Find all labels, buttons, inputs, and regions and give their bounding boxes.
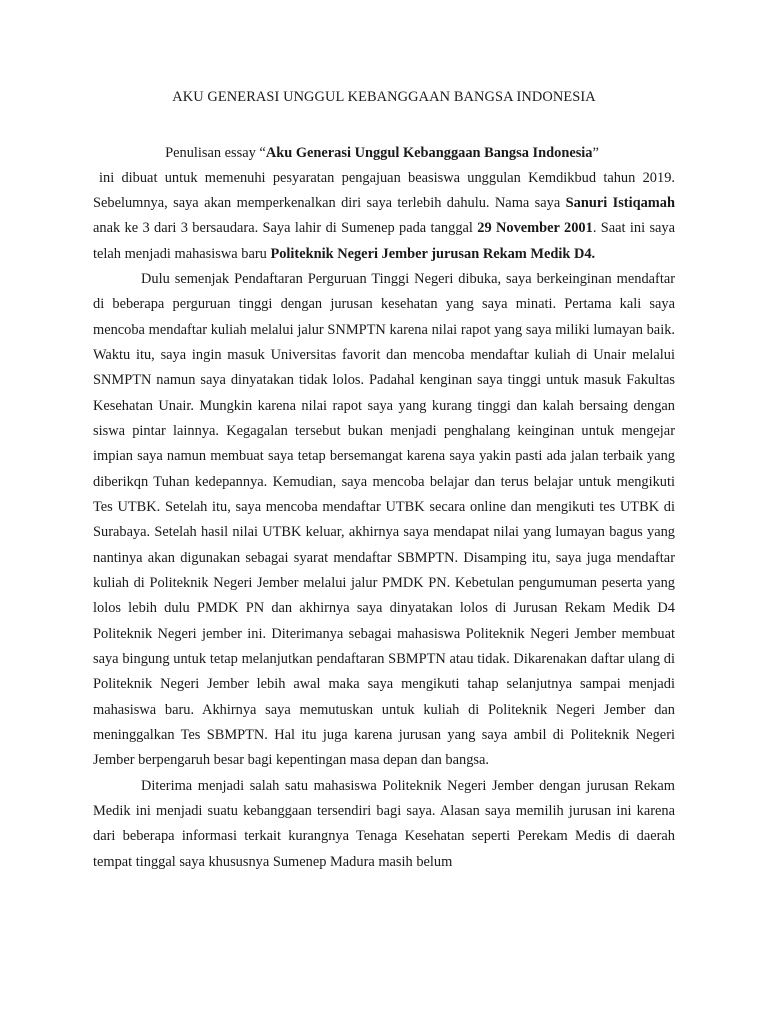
paragraph-history: Dulu semenjak Pendaftaran Perguruan Tinggi Negeri dibuka, saya berkeinginan mendaftar di beberapa perguruan tinggi dengan jurusan kesehatan yang saya minati. Pertama kali saya mencoba mendaftar kuliah melalui jalur SNMPTN karena nilai rapot yang saya miliki lumayan baik. Waktu itu, saya ingin masuk Universitas favorit dan mencoba mendaftar kuliah di Unair melalui SNMPTN namun saya dinyatakan tidak lolos. Padahal kenginan saya tinggi untuk masuk Fakultas Kesehatan Unair. Mungkin karena nilai rapot saya yang kurang tinggi dan kalah bersaing dengan siswa pintar lainnya. Kegagalan tersebut bukan menjadi penghalang keinginan untuk mengejar impian saya namun membuat saya tetap bersemangat karena saya yakin pasti ada jalan terbaik yang diberikqn Tuhan kedepannya. Kemudian, saya mencoba belajar dan terus belajar untuk mengikuti Tes UTBK. Setelah itu, saya mencoba mendaftar UTBK secara online dan mengikuti tes UTBK di Surabaya. Setelah hasil nilai UTBK keluar, akhirnya saya mendapat nilai yang lumayan bagus yang nantinya akan digunakan sebagai syarat mendaftar SBMPTN. Disamping itu, saya juga mendaftar kuliah di Politeknik Negeri Jember melalui jalur PMDK PN. Kebetulan pengumuman peserta yang lolos lebih dulu PMDK PN dan akhirnya saya dinyatakan lolos di Jurusan Rekam Medik D4 Politeknik Negeri jember ini. Diterimanya sebagai mahasiswa Politeknik Negeri Jember membuat saya bingung untuk tetap melanjutkan pendaftaran SBMPTN atau tidak. Dikarenakan daftar ulang di Politeknik Negeri Jember lebih awal maka saya mengikuti tahap selanjutnya sampai menjadi mahasiswa baru. Akhirnya saya memutuskan untuk kuliah di Politeknik Negeri Jember dan meninggalkan Tes SBMPTN. Hal itu juga karena jurusan yang saya ambil di Politeknik Negeri Jember berpengaruh besar bagi kepentingan masa depan dan bangsa. <box>93 270 675 769</box>
intro-prefix: Penulisan essay “ <box>165 145 266 161</box>
birth-date: 29 November 2001 <box>477 220 593 237</box>
paragraph-intro <box>93 166 675 267</box>
para1-text-2: anak ke 3 dari 3 bersaudara. Saya lahir di Sumenep pada tanggal <box>93 220 478 237</box>
author-name: Sanuri Istiqamah <box>565 194 675 211</box>
para1-text-3: . Saat ini saya telah menjadi mahasiswa baru <box>93 220 676 262</box>
essay-title: Aku Generasi Unggul Kebanggaan Bangsa Indonesia <box>265 145 593 161</box>
paragraph-pride: Diterima menjadi salah satu mahasiswa Politeknik Negeri Jember dengan jurusan Rekam Medik ini menjadi suatu kebanggaan tersendiri bagi saya. Alasan saya memilih jurusan ini karena dari beberapa informasi terkait kurangnya Tenaga Kesehatan seperti Perekam Medis di daerah tempat tinggal saya khususnya Sumenep Madura masih belum <box>93 777 675 870</box>
para1-text-1: ini dibuat untuk memenuhi pesyaratan pengajuan beasiswa unggulan Kemdikbud tahun 2019. Sebelumnya, saya akan memperkenalkan diri saya terlebih dahulu. Nama saya <box>93 169 675 211</box>
intro-suffix: ” <box>592 145 599 161</box>
intro-line <box>93 141 675 166</box>
document-title: AKU GENERASI UNGGUL KEBANGGAAN BANGSA INDONESIA <box>172 89 596 105</box>
school-name: Politeknik Negeri Jember jurusan Rekam Medik D4. <box>270 245 596 262</box>
